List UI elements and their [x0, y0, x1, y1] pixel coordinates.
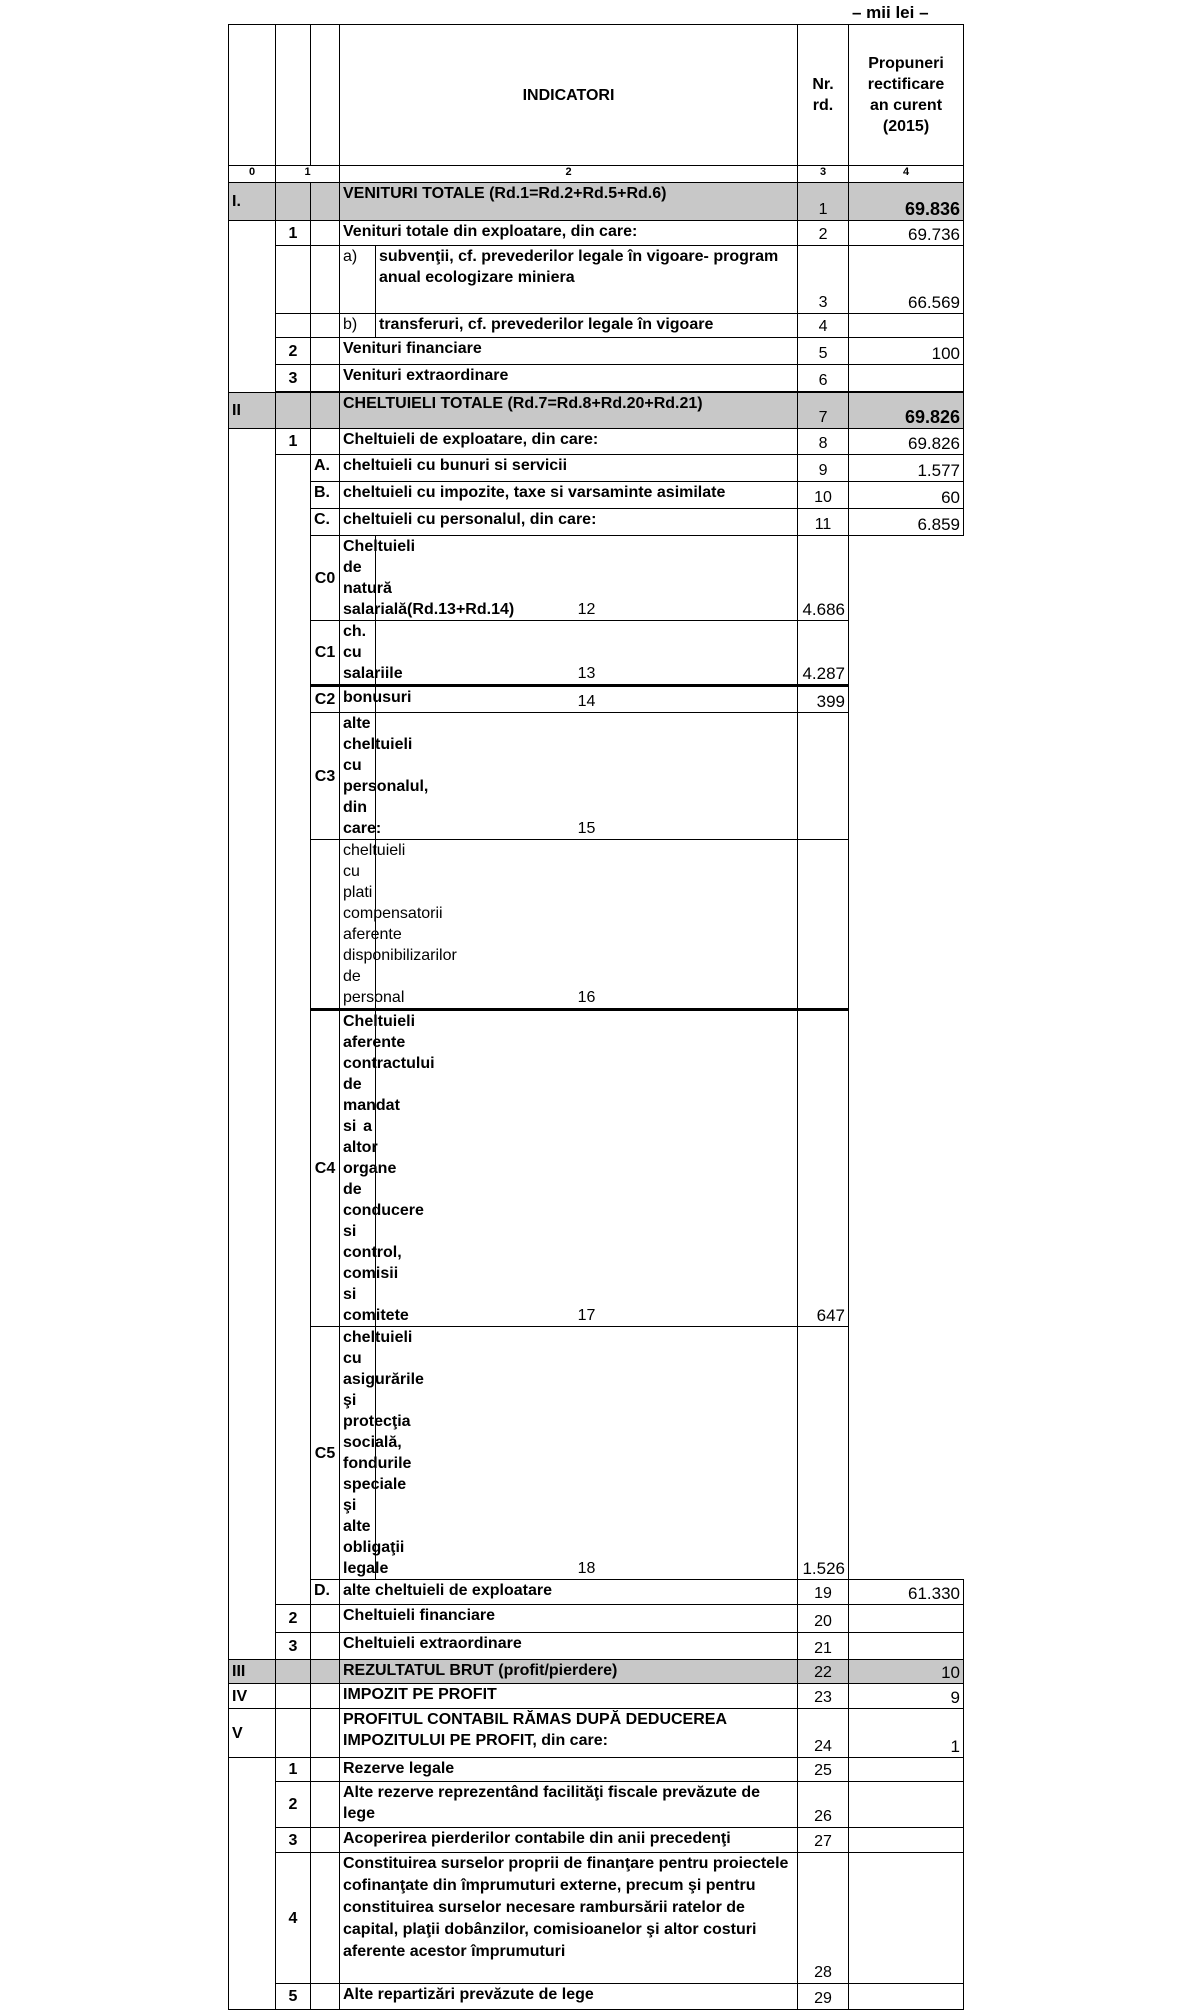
col-number-3: 3	[798, 166, 849, 183]
row-number: 21	[798, 1633, 849, 1660]
table-row	[229, 840, 964, 1010]
table-row	[229, 1327, 964, 1580]
row-sub-index: D.	[311, 1580, 340, 1605]
row-number: 19	[798, 1580, 849, 1605]
row-label: Cheltuieli de exploatare, din care:	[340, 429, 798, 455]
row-label: IMPOZIT PE PROFIT	[340, 1684, 798, 1709]
row-number: 27	[798, 1828, 849, 1853]
row-value: 6.859	[849, 509, 964, 536]
table-row	[229, 1684, 964, 1709]
row-label: Alte repartizări prevăzute de lege	[340, 1984, 798, 2010]
row-index: 1	[276, 221, 311, 246]
col-number-4: 4	[849, 166, 964, 183]
row-number: 20	[798, 1605, 849, 1633]
row-number: 24	[798, 1709, 849, 1758]
row-value: 4.287	[798, 621, 849, 686]
row-number: 16	[376, 840, 798, 1010]
row-value	[849, 1782, 964, 1828]
table-row	[229, 1984, 964, 2010]
section-number: IV	[229, 1684, 276, 1709]
row-label: cheltuieli cu asigurările şi protecţia socială, fondurile speciale şi alte obligaţii legale	[340, 1327, 376, 1580]
row-number: 8	[798, 429, 849, 455]
row-label: transferuri, cf. prevederilor legale în vigoare	[376, 314, 798, 338]
table-row	[229, 1580, 964, 1605]
table-row	[229, 482, 964, 509]
row-label: Venituri financiare	[340, 338, 798, 365]
row-number: 4	[798, 314, 849, 338]
row-label: cheltuieli cu bunuri si servicii	[340, 455, 798, 482]
row-value: 69.736	[849, 221, 964, 246]
header-indicators: INDICATORI	[340, 25, 798, 166]
row-number: 5	[798, 338, 849, 365]
row-label: Cheltuieli extraordinare	[340, 1633, 798, 1660]
row-index: 2	[276, 1605, 311, 1633]
row-label: CHELTUIELI TOTALE (Rd.7=Rd.8+Rd.20+Rd.21)	[340, 393, 798, 429]
header-proposals	[849, 25, 964, 166]
col-number-0: 0	[229, 166, 276, 183]
row-value: 66.569	[849, 246, 964, 314]
row-label: cheltuieli cu impozite, taxe si varsaminte asimilate	[340, 482, 798, 509]
row-label: alte cheltuieli cu personalul, din care:	[340, 713, 376, 840]
table-row	[229, 1605, 964, 1633]
table-row	[229, 1660, 964, 1684]
header-proposals-line1: Propuneri	[868, 55, 944, 72]
section-number: I.	[229, 183, 276, 221]
row-number: 28	[798, 1853, 849, 1984]
table-row	[229, 393, 964, 429]
table-row	[229, 713, 964, 840]
header-proposals-line4: (2015)	[882, 118, 930, 135]
row-sub-index: C.	[311, 509, 340, 536]
header-row-number-line2: rd.	[812, 97, 834, 114]
row-sub-index: a)	[340, 246, 376, 314]
section-number: III	[229, 1660, 276, 1684]
row-number: 12	[376, 536, 798, 621]
row-value: 1	[849, 1709, 964, 1758]
row-label: Cheltuieli de natură salarială(Rd.13+Rd.14)	[340, 536, 376, 621]
row-number: 2	[798, 221, 849, 246]
row-value: 1.526	[798, 1327, 849, 1580]
row-label: REZULTATUL BRUT (profit/pierdere)	[340, 1660, 798, 1684]
row-value: 61.330	[849, 1580, 964, 1605]
table-row	[229, 246, 964, 314]
row-index: 1	[276, 429, 311, 455]
row-number: 26	[798, 1782, 849, 1828]
row-label: alte cheltuieli de exploatare	[340, 1580, 798, 1605]
row-label: Alte rezerve reprezentând facilităţi fiscale prevăzute de lege	[340, 1782, 798, 1828]
table-row	[229, 221, 964, 246]
table-row	[229, 1828, 964, 1853]
row-code: C0	[311, 536, 340, 621]
col-number-2: 2	[340, 166, 798, 183]
budget-table	[228, 24, 964, 2010]
row-index: 2	[276, 338, 311, 365]
row-number: 13	[376, 621, 798, 686]
section-number: II	[229, 393, 276, 429]
row-value	[849, 1853, 964, 1984]
row-code: C4	[311, 1010, 340, 1327]
table-row	[229, 536, 964, 621]
header-row-number	[798, 25, 849, 166]
row-label: ch. cu salariile	[340, 621, 376, 686]
row-number: 1	[798, 183, 849, 221]
row-number: 6	[798, 365, 849, 392]
row-index: 3	[276, 1828, 311, 1853]
row-value: 10	[849, 1660, 964, 1684]
row-number: 3	[798, 246, 849, 314]
row-label: bonusuri	[340, 686, 376, 713]
table-row	[229, 365, 964, 392]
table-row	[229, 1853, 964, 1984]
row-value	[798, 713, 849, 840]
row-index: 3	[276, 1633, 311, 1660]
row-value	[849, 1984, 964, 2010]
header-proposals-line3: an curent	[870, 97, 943, 114]
units-label: – mii lei –	[852, 3, 929, 22]
row-label: Cheltuieli aferente contractului de mandat si a altor organe de conducere si control, comisii si comitete	[340, 1010, 376, 1327]
row-number: 25	[798, 1758, 849, 1782]
row-sub-index: b)	[340, 314, 376, 338]
row-number: 15	[376, 713, 798, 840]
row-label: Venituri totale din exploatare, din care:	[340, 221, 798, 246]
row-number: 10	[798, 482, 849, 509]
row-index: 1	[276, 1758, 311, 1782]
row-number: 23	[798, 1684, 849, 1709]
row-number: 7	[798, 393, 849, 429]
row-value	[798, 840, 849, 1010]
table-row	[229, 1709, 964, 1758]
table-row	[229, 621, 964, 686]
table-header-row	[229, 25, 964, 166]
table-row	[229, 1758, 964, 1782]
row-value: 4.686	[798, 536, 849, 621]
row-label: VENITURI TOTALE (Rd.1=Rd.2+Rd.5+Rd.6)	[340, 183, 798, 221]
row-number: 9	[798, 455, 849, 482]
row-number: 29	[798, 1984, 849, 2010]
row-label: Venituri extraordinare	[340, 365, 798, 392]
row-label: cheltuieli cu personalul, din care:	[340, 509, 798, 536]
row-value: 1.577	[849, 455, 964, 482]
row-code: C5	[311, 1327, 340, 1580]
table-row	[229, 338, 964, 365]
row-value	[849, 1758, 964, 1782]
table-row	[229, 686, 964, 713]
row-value: 647	[798, 1010, 849, 1327]
row-value	[849, 1828, 964, 1853]
header-proposals-line2: rectificare	[867, 76, 945, 93]
row-label: PROFITUL CONTABIL RĂMAS DUPĂ DEDUCEREA IMPOZITULUI PE PROFIT, din care:	[340, 1709, 798, 1758]
row-code: C3	[311, 713, 340, 840]
row-label: subvenţii, cf. prevederilor legale în vigoare- program anual ecologizare miniera	[376, 246, 798, 314]
row-code: C2	[311, 686, 340, 713]
row-value: 60	[849, 482, 964, 509]
row-label: Acoperirea pierderilor contabile din anii precedenţi	[340, 1828, 798, 1853]
row-index: 4	[276, 1853, 311, 1984]
row-code: C1	[311, 621, 340, 686]
row-label: Constituirea surselor proprii de finanţare pentru proiectele cofinanţate din împrumuturi externe, precum şi pentru constituirea surselor necesare rambursării ratelor de capital, plaţii dobânzilor, comisioanelor şi altor costuri aferente acestor împrumuturi	[340, 1853, 798, 1984]
row-number: 22	[798, 1660, 849, 1684]
row-sub-index: A.	[311, 455, 340, 482]
row-sub-index: B.	[311, 482, 340, 509]
row-value: 9	[849, 1684, 964, 1709]
table-row	[229, 314, 964, 338]
row-label: Rezerve legale	[340, 1758, 798, 1782]
row-value	[849, 1605, 964, 1633]
column-number-row	[229, 166, 964, 183]
row-value: 69.826	[849, 429, 964, 455]
table-row	[229, 1782, 964, 1828]
table-row	[229, 1010, 964, 1327]
table-row	[229, 183, 964, 221]
table-row	[229, 509, 964, 536]
row-value: 69.826	[849, 393, 964, 429]
table-row	[229, 1633, 964, 1660]
row-label: cheltuieli cu plati compensatorii aferente disponibilizarilor de personal	[340, 840, 376, 1010]
row-value: 399	[798, 686, 849, 713]
section-number: V	[229, 1709, 276, 1758]
row-number: 17	[376, 1010, 798, 1327]
row-value	[849, 365, 964, 392]
row-number: 14	[376, 686, 798, 713]
row-number: 18	[376, 1327, 798, 1580]
row-index: 3	[276, 365, 311, 392]
table-row	[229, 429, 964, 455]
row-value	[849, 314, 964, 338]
header-row-number-line1: Nr.	[812, 76, 834, 93]
table-row	[229, 455, 964, 482]
row-value: 69.836	[849, 183, 964, 221]
row-number: 11	[798, 509, 849, 536]
row-value: 100	[849, 338, 964, 365]
col-number-1: 1	[276, 166, 340, 183]
row-label: Cheltuieli financiare	[340, 1605, 798, 1633]
row-value	[849, 1633, 964, 1660]
row-index: 2	[276, 1782, 311, 1828]
row-code	[311, 840, 340, 1010]
row-index: 5	[276, 1984, 311, 2010]
